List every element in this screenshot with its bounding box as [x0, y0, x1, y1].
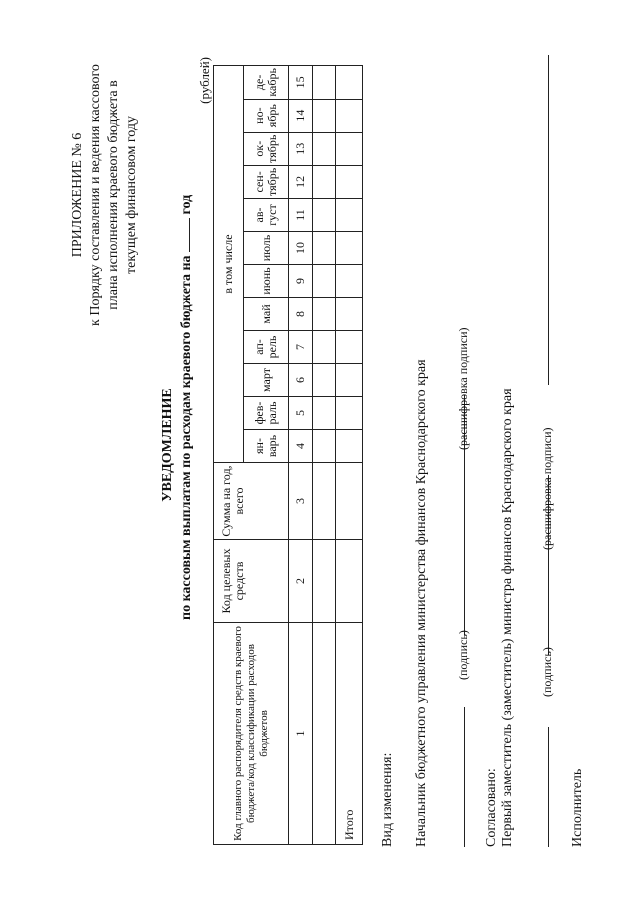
month-header: июль: [244, 232, 289, 265]
cell-empty: [313, 265, 336, 298]
month-header: сен-тябрь: [244, 165, 289, 198]
units-label: (рублей): [197, 57, 212, 104]
column-number: 5: [289, 397, 313, 430]
month-header: ав-густ: [244, 199, 289, 232]
cell-empty: [336, 364, 363, 397]
total-row: [336, 66, 363, 845]
month-header: де-кабрь: [244, 66, 289, 100]
column-number: 4: [289, 430, 313, 463]
signature-line: [548, 727, 549, 847]
cell-empty: [336, 397, 363, 430]
signature-line: [548, 55, 549, 385]
decode-label: (расшифровка подписи): [456, 327, 470, 450]
cell-empty: [336, 298, 363, 331]
cell-empty: [313, 540, 336, 623]
header-incl: в том числе: [214, 66, 244, 463]
header-code-main: Код главного распорядителя средств краевого бюджета/код классификации расходов бюджетов: [214, 623, 289, 845]
subtitle-year-word: год: [179, 194, 194, 215]
signature-label: (подпись): [456, 630, 470, 680]
total-label: Итого: [336, 623, 363, 845]
deputy-title: Первый заместитель (заместитель) министра финансов Краснодарского края: [500, 388, 515, 847]
column-number: 14: [289, 99, 313, 132]
column-number: 13: [289, 132, 313, 165]
cell-empty: [313, 66, 336, 100]
cell-empty: [313, 463, 336, 540]
decode-label: (расшифровка подписи): [540, 427, 554, 550]
column-number: 3: [289, 463, 313, 540]
cell-empty: [336, 132, 363, 165]
appendix-title: ПРИЛОЖЕНИЕ № 6: [70, 132, 85, 258]
cell-empty: [336, 463, 363, 540]
month-header: июнь: [244, 265, 289, 298]
cell-empty: [313, 430, 336, 463]
column-number: 11: [289, 199, 313, 232]
cell-empty: [313, 99, 336, 132]
year-blank: [178, 218, 190, 252]
document-title: УВЕДОМЛЕНИЕ: [160, 388, 175, 502]
cell-empty: [336, 331, 363, 364]
month-header: фев-раль: [244, 397, 289, 430]
cell-empty: [313, 331, 336, 364]
month-header: ян-варь: [244, 430, 289, 463]
header-code-purpose: Код целевых средств: [214, 540, 289, 623]
column-number: 10: [289, 232, 313, 265]
change-type-label: Вид изменения:: [380, 752, 395, 847]
month-header: но-ябрь: [244, 99, 289, 132]
cell-empty: [313, 397, 336, 430]
month-header: ап-рель: [244, 331, 289, 364]
cell-empty: [336, 199, 363, 232]
column-number: 2: [289, 540, 313, 623]
cell-empty: [336, 99, 363, 132]
cell-empty: [313, 165, 336, 198]
cell-empty: [336, 165, 363, 198]
cell-empty: [313, 364, 336, 397]
cell-empty: [336, 430, 363, 463]
column-number: 8: [289, 298, 313, 331]
month-header: май: [244, 298, 289, 331]
agreed-label: Согласовано:: [484, 768, 499, 847]
cell-empty: [313, 199, 336, 232]
table-row: [313, 66, 336, 845]
cell-empty: [313, 298, 336, 331]
month-header: март: [244, 364, 289, 397]
column-number: 15: [289, 66, 313, 100]
column-number: 12: [289, 165, 313, 198]
cell-empty: [313, 132, 336, 165]
signature-label: (подпись): [540, 647, 554, 697]
executor-label: Исполнитель: [570, 768, 585, 847]
cell-empty: [313, 623, 336, 845]
appendix-line-1: к Порядку составления и ведения кассового: [88, 64, 103, 326]
column-number: 1: [289, 623, 313, 845]
cell-empty: [313, 232, 336, 265]
cell-empty: [336, 265, 363, 298]
column-number: 7: [289, 331, 313, 364]
cell-empty: [336, 66, 363, 100]
payments-table: [213, 65, 363, 845]
column-number: 9: [289, 265, 313, 298]
cell-empty: [336, 232, 363, 265]
cell-empty: [336, 540, 363, 623]
column-number: 6: [289, 364, 313, 397]
month-header: ок-тябрь: [244, 132, 289, 165]
appendix-line-2: плана исполнения краевого бюджета в: [106, 80, 121, 310]
document-subtitle: [178, 60, 195, 620]
head-title: Начальник бюджетного управления министерства финансов Краснодарского края: [414, 359, 429, 847]
header-sum: Сумма на год, всего: [214, 463, 289, 540]
signature-line: [464, 707, 465, 847]
subtitle-text: по кассовым выплатам по расходам краевого бюджета на: [179, 255, 194, 620]
appendix-line-3: текущем финансовом году: [124, 116, 139, 274]
